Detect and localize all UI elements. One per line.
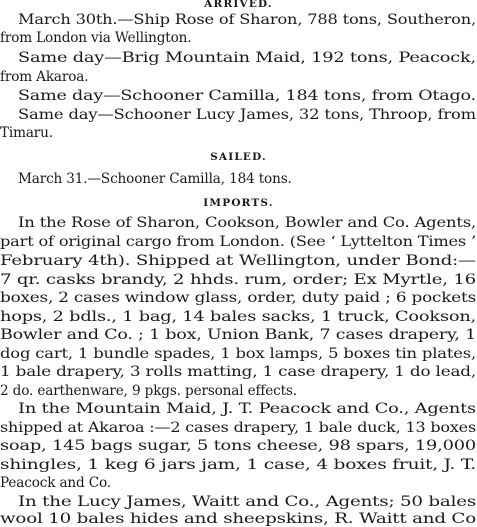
text-line: Timaru. bbox=[0, 125, 53, 141]
text-line: 2 do. earthenware, 9 pkgs. personal effects. bbox=[0, 383, 297, 399]
text-line: March 31.—Schooner Camilla, 184 tons. bbox=[18, 171, 292, 187]
text-line: from London via Wellington. bbox=[0, 30, 192, 46]
text-line: In the Lucy James, Waitt and Co., Agents; 50 bales bbox=[18, 494, 476, 510]
text-line: wool 10 bales hides and sheepskins, R. Waitt and Co bbox=[0, 511, 476, 527]
text-line: from Akaroa. bbox=[0, 69, 89, 85]
text-line: 1 bale drapery, 3 rolls matting, 1 case drapery, 1 do lead, bbox=[0, 364, 476, 380]
text-line: Peacock and Co. bbox=[0, 475, 111, 491]
text-line: Same day—Schooner Lucy James, 32 tons, Throop, from bbox=[18, 107, 476, 123]
text-line: Same day—Schooner Camilla, 184 tons, from Otago. bbox=[18, 88, 476, 104]
text-line: soap, 145 bags sugar, 5 tons cheese, 98 spars, 19,000 bbox=[0, 438, 476, 454]
text-line: part of original cargo from London. (See ‘ Lyttelton Times ’ bbox=[0, 234, 476, 250]
text-line: In the Mountain Maid, J. T. Peacock and Co., Agents bbox=[18, 401, 476, 417]
heading-arrived: ARRIVED. bbox=[204, 0, 273, 10]
text-line: Same day—Brig Mountain Maid, 192 tons, Peacock, bbox=[18, 50, 476, 66]
text-line: February 4th). Shipped at Wellington, under Bond:— bbox=[0, 253, 476, 269]
text-line: boxes, 2 cases window glass, order, duty paid ; 6 pockets bbox=[0, 290, 476, 306]
text-line: In the Rose of Sharon, Cookson, Bowler and Co. Agents, bbox=[18, 215, 476, 231]
heading-sailed: SAILED. bbox=[210, 151, 267, 163]
text-line: March 30th.—Ship Rose of Sharon, 788 tons, Southeron, bbox=[18, 12, 476, 28]
text-line: hops, 2 bdls., 1 bag, 14 bales sacks, 1 truck, Cookson, bbox=[0, 309, 476, 325]
text-line: Bowler and Co. ; 1 box, Union Bank, 7 cases drapery, 1 bbox=[0, 327, 476, 343]
text-line: dog cart, 1 bundle spades, 1 box lamps, 5 boxes tin plates, bbox=[0, 346, 476, 362]
text-line: 7 qr. casks brandy, 2 hhds. rum, order; Ex Myrtle, 16 bbox=[0, 272, 476, 288]
heading-imports: IMPORTS. bbox=[203, 197, 274, 209]
text-line: shingles, 1 keg 6 jars jam, 1 case, 4 boxes fruit, J. T. bbox=[0, 457, 477, 473]
text-line: shipped at Akaroa :—2 cases drapery, 1 bale duck, 13 boxes bbox=[0, 420, 476, 436]
